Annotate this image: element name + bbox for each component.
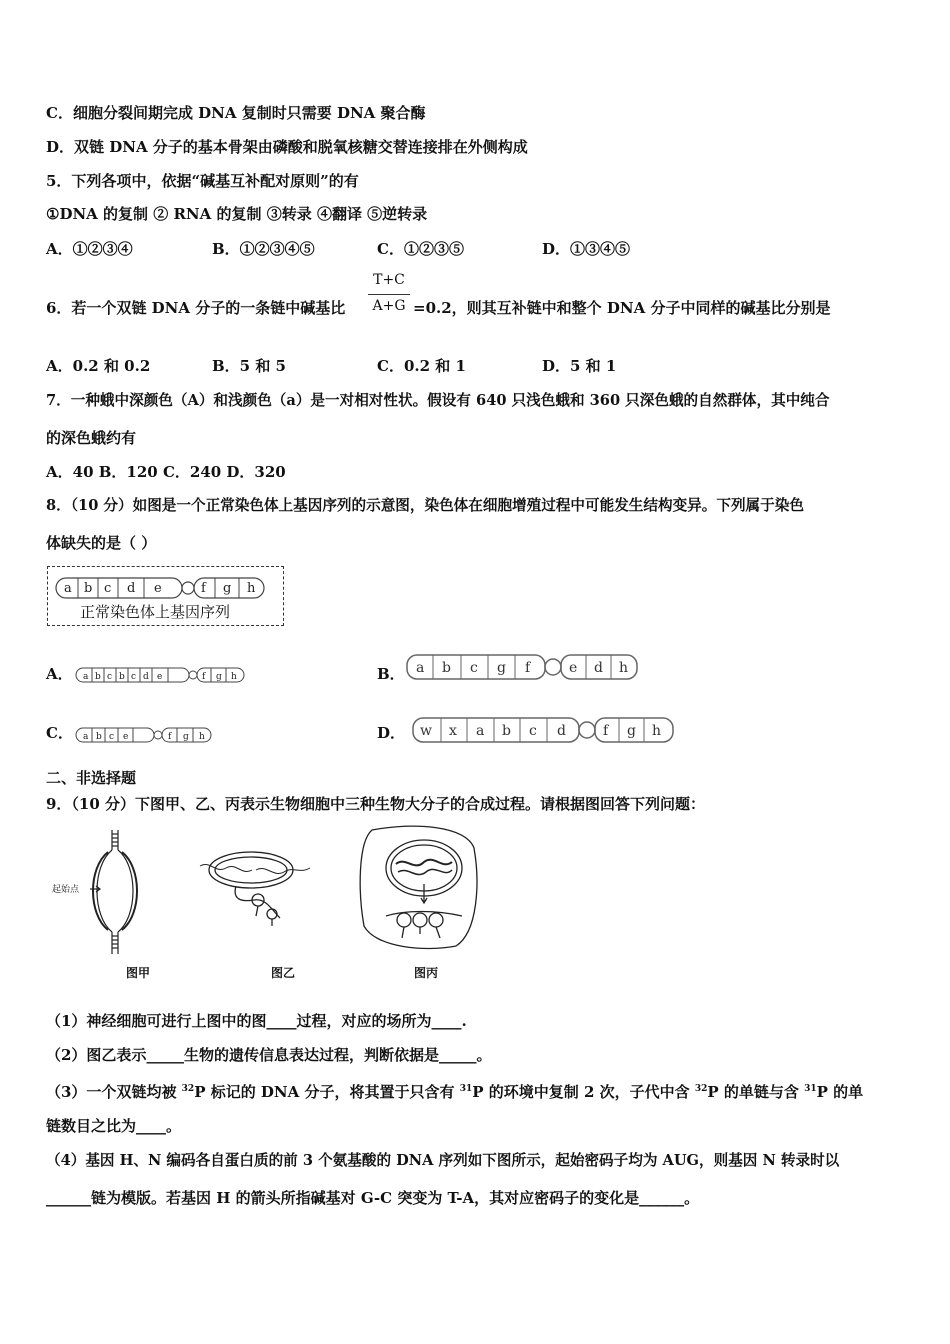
section-heading: 二、非选择题 [46,769,137,787]
question-7-options[interactable]: A．40 B．120 C．240 D．320 [46,463,286,481]
gene-label: f [201,581,206,596]
svg-text:c: c [131,672,137,682]
question-9-3-line1: （3）一个双链均被 $^{32}$P 标记的 DNA 分子，将其置于只含有 $^{31}$P 的环境中复制 2 次，子代中含 $^{32}$P 的单链与含 $^{31}$P 的单 [46,1083,864,1101]
svg-text:b: b [96,732,102,742]
fraction-numerator: T+C [373,272,405,288]
svg-text:a: a [476,723,485,739]
gene-label: e [154,581,162,596]
q6-option-c[interactable]: C．0.2 和 1 [377,357,466,375]
svg-text:c: c [529,723,537,739]
normal-chromosome-figure [50,570,280,602]
svg-text:h: h [652,723,662,739]
question-9: 9．（10 分）下图甲、乙、丙表示生物细胞中三种生物大分子的合成过程。请根据图回答下列问题： [46,795,706,813]
svg-text:d: d [557,723,566,739]
normal-chromosome-caption: 正常染色体上基因序列 [80,603,231,621]
figure-yi-caption: 图乙 [271,966,296,980]
svg-text:h: h [619,660,629,676]
svg-text:c: c [107,672,113,682]
q6-option-a[interactable]: A．0.2 和 0.2 [46,357,151,375]
gene-label: b [84,581,93,596]
svg-text:d: d [143,672,149,682]
question-6-suffix: =0.2，则其互补链中和整个 DNA 分子中同样的碱基比分别是 [413,299,831,317]
svg-text:f: f [202,672,206,682]
question-5: 5．下列各项中，依据“碱基互补配对原则”的有 [46,172,359,190]
svg-text:e: e [157,672,163,682]
svg-text:c: c [470,660,478,676]
svg-text:h: h [199,732,205,742]
svg-text:b: b [502,723,511,739]
q5-option-d[interactable]: D．①③④⑤ [542,240,631,258]
question-7-line1: 7．一种蛾中深颜色（A）和浅颜色（a）是一对相对性状。假设有 640 只浅色蛾和 360 只深色蛾的自然群体，其中纯合 [46,392,830,409]
figure-jia-dna-replication [50,826,150,958]
q8-option-b-chromosome[interactable] [405,652,641,682]
option-c-line: C．细胞分裂间期完成 DNA 复制时只需要 DNA 聚合酶 [46,104,426,122]
svg-text:g: g [183,732,189,742]
gene-label: a [64,581,72,596]
gene-label: g [223,581,232,596]
q6-option-b[interactable]: B．5 和 5 [212,357,286,375]
figure-bing-caption: 图丙 [414,966,439,980]
q5-option-a[interactable]: A．①②③④ [46,240,133,258]
question-8-line1: 8．（10 分）如图是一个正常染色体上基因序列的示意图，染色体在细胞增殖过程中可能发生结构变异。下列属于染色 [46,497,804,514]
q8-option-a-label[interactable]: A． [46,665,73,683]
svg-text:a: a [416,660,425,676]
gene-label: d [127,581,136,596]
q8-option-d-chromosome[interactable] [411,714,677,746]
svg-text:d: d [594,660,603,676]
svg-text:g: g [497,660,506,676]
q5-option-b[interactable]: B．①②③④⑤ [212,240,315,258]
q8-option-b-label[interactable]: B． [377,665,405,683]
fraction-denominator: A+G [372,298,406,314]
svg-text:b: b [119,672,125,682]
svg-text:f: f [603,723,609,739]
svg-text:g: g [627,723,636,739]
figure-jia-caption: 图甲 [126,966,151,980]
svg-text:b: b [442,660,451,676]
q8-option-a-chromosome[interactable] [75,664,247,686]
svg-text:g: g [216,672,222,682]
svg-text:f: f [525,660,531,676]
svg-text:e: e [123,732,129,742]
question-5-items: ①DNA 的复制 ② RNA 的复制 ③转录 ④翻译 ⑤逆转录 [46,205,428,223]
question-9-2: （2）图乙表示_____生物的遗传信息表达过程，判断依据是_____。 [46,1046,492,1064]
gene-label: c [104,581,112,596]
svg-text:b: b [95,672,101,682]
svg-text:e: e [569,660,578,676]
q8-option-d-label[interactable]: D． [377,724,406,742]
question-7-line2: 的深色蛾约有 [46,429,137,447]
svg-text:c: c [109,732,115,742]
svg-text:a: a [83,672,89,682]
q8-option-c-chromosome[interactable] [75,724,215,746]
question-9-4-line2: ______链为模版。若基因 H 的箭头所指碱基对 G-C 突变为 T-A，其对应密码子的变化是______。 [46,1189,700,1207]
figure-yi-gene-expression [196,830,316,930]
svg-text:h: h [231,672,237,682]
question-6-prefix: 6．若一个双链 DNA 分子的一条链中碱基比 [46,299,346,317]
svg-text:w: w [420,723,432,739]
svg-text:f: f [168,732,172,742]
svg-text:x: x [449,723,457,739]
fraction-bar [368,294,410,295]
q5-option-c[interactable]: C．①②③⑤ [377,240,464,258]
figure-bing-eukaryotic-cell [356,822,482,952]
gene-label: h [247,581,256,596]
svg-text:a: a [83,732,89,742]
question-8-line2: 体缺失的是（ ） [46,534,157,552]
q8-option-c-label[interactable]: C． [46,724,73,742]
question-9-1: （1）神经细胞可进行上图中的图____过程，对应的场所为____. [46,1012,467,1030]
option-d-line: D．双链 DNA 分子的基本骨架由磷酸和脱氧核糖交替连接排在外侧构成 [46,138,528,156]
question-9-4-line1: （4）基因 H、N 编码各自蛋白质的前 3 个氨基酸的 DNA 序列如下图所示，起始密码子均为 AUG，则基因 N 转录时以 [46,1152,840,1169]
q6-option-d[interactable]: D．5 和 1 [542,357,617,375]
question-9-3-line2: 链数目之比为____。 [46,1117,182,1135]
origin-label: 起始点 [52,885,80,895]
